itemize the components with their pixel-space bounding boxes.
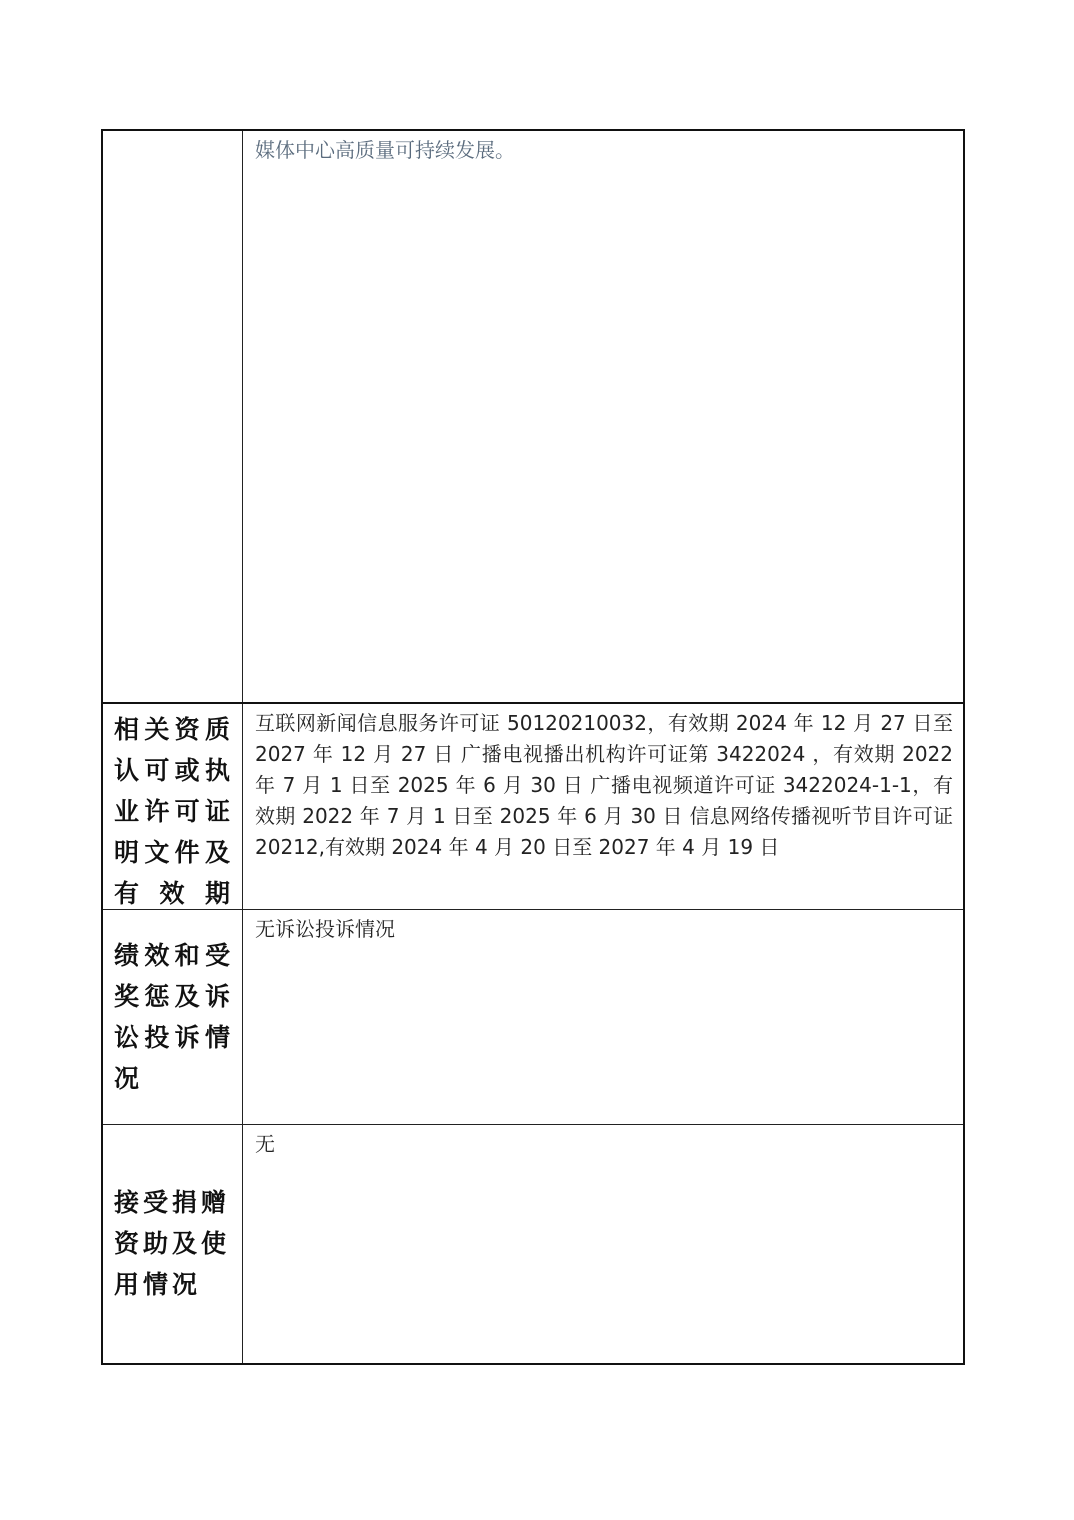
row-label-cell xyxy=(103,910,243,1124)
qualification-label: 相关资质认可或执业许可证明文件及有效期 xyxy=(114,715,234,908)
table-row xyxy=(103,909,963,1124)
table-row xyxy=(103,131,963,702)
table-row xyxy=(103,1124,963,1363)
performance-label: 绩效和受奖惩及诉讼投诉情况 xyxy=(114,941,234,1093)
row-label-cell xyxy=(103,131,243,702)
row-content-cell xyxy=(243,704,963,909)
development-text: 媒体中心高质量可持续发展。 xyxy=(255,138,515,162)
row-content-cell xyxy=(243,910,963,1124)
qualification-text: 互联网新闻信息服务许可证 50120210032，有效期 2024 年 12 月 27 日至 2027 年 12 月 27 日 广播电视播出机构许可证第 3422024 ，有效期 2022 年 7 月 1 日至 2025 年 6 月 30 日 广播电视频道许可证 3422024-1-1，有效期 2022 年 7 月 1 日至 2025 年 6 月 30 日 信息网络传播视听节目许可证 20212,有效期 2024 年 4 月 20 日至 2027 年 4 月 19 日 xyxy=(255,711,953,859)
performance-text: 无诉讼投诉情况 xyxy=(255,917,395,941)
report-table xyxy=(101,129,965,1365)
donation-label: 接受捐赠资助及使用情况 xyxy=(114,1188,231,1299)
table-row xyxy=(103,702,963,909)
row-content-cell xyxy=(243,131,963,702)
row-label-cell xyxy=(103,1125,243,1363)
row-content-cell xyxy=(243,1125,963,1363)
row-label-cell xyxy=(103,704,243,909)
donation-text: 无 xyxy=(255,1132,275,1156)
